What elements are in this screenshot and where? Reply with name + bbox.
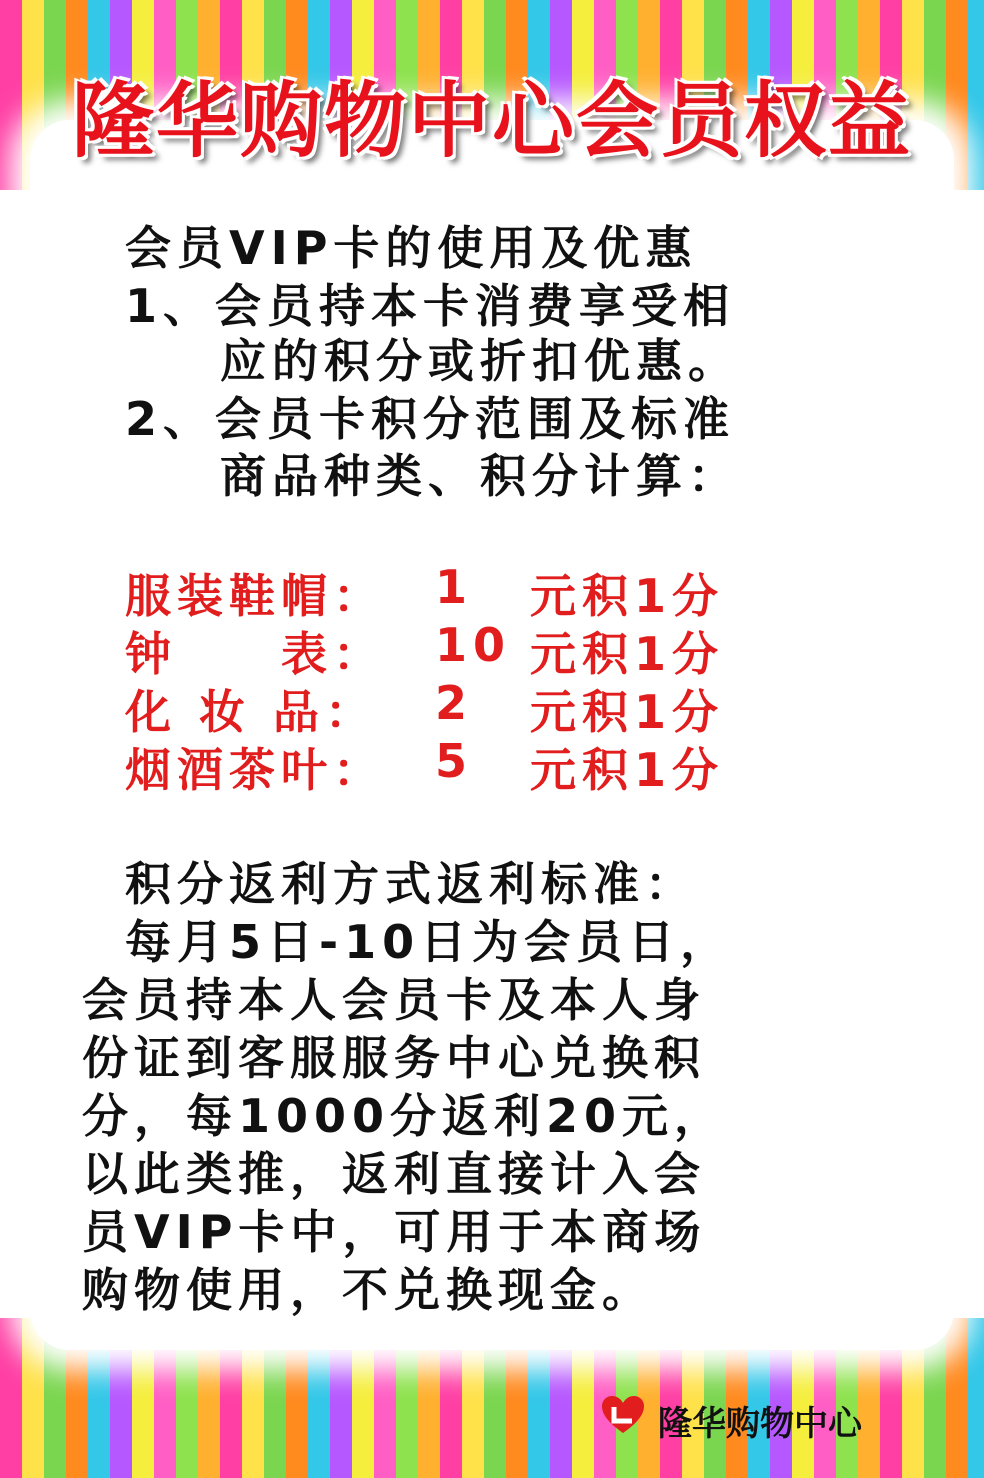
section2-line: 会员持本人会员卡及本人身 (82, 973, 706, 1027)
points-unit: 元积1分 (530, 627, 725, 681)
section2-line: 每月5日-10日为会员日， (125, 915, 733, 969)
points-category: 化 妆 品： (125, 685, 378, 739)
footer-brand: 隆华购物中心 (658, 1404, 862, 1444)
points-amount: 10 (435, 618, 512, 672)
points-amount: 1 (435, 560, 474, 614)
points-unit: 元积1分 (530, 569, 725, 623)
section2-line: 份证到客服服务中心兑换积 (82, 1031, 706, 1085)
points-unit: 元积1分 (530, 743, 725, 797)
item2-line1: 2、会员卡积分范围及标准 (125, 392, 736, 446)
points-amount: 5 (435, 734, 474, 788)
section2-line: 以此类推，返利直接计入会 (82, 1147, 706, 1201)
points-unit: 元积1分 (530, 685, 725, 739)
points-category: 服装鞋帽： (125, 569, 385, 623)
item1-line2: 应的积分或折扣优惠。 (220, 334, 740, 388)
section2-heading: 积分返利方式返利标准： (125, 857, 697, 911)
section2-line: 分，每1000分返利20元， (82, 1089, 727, 1143)
section2-line: 员VIP卡中，可用于本商场 (82, 1205, 707, 1259)
points-category: 钟 表： (125, 627, 385, 681)
section2-line: 购物使用，不兑换现金。 (82, 1263, 654, 1317)
item1-line1: 1、会员持本卡消费享受相 (125, 279, 736, 333)
points-category: 烟酒茶叶： (125, 743, 385, 797)
page-title: 隆华购物中心会员权益 (71, 74, 912, 169)
brand-logo-icon (600, 1395, 646, 1435)
section1-heading: 会员VIP卡的使用及优惠 (125, 221, 698, 275)
points-amount: 2 (435, 676, 474, 730)
item2-line2: 商品种类、积分计算： (220, 449, 740, 503)
